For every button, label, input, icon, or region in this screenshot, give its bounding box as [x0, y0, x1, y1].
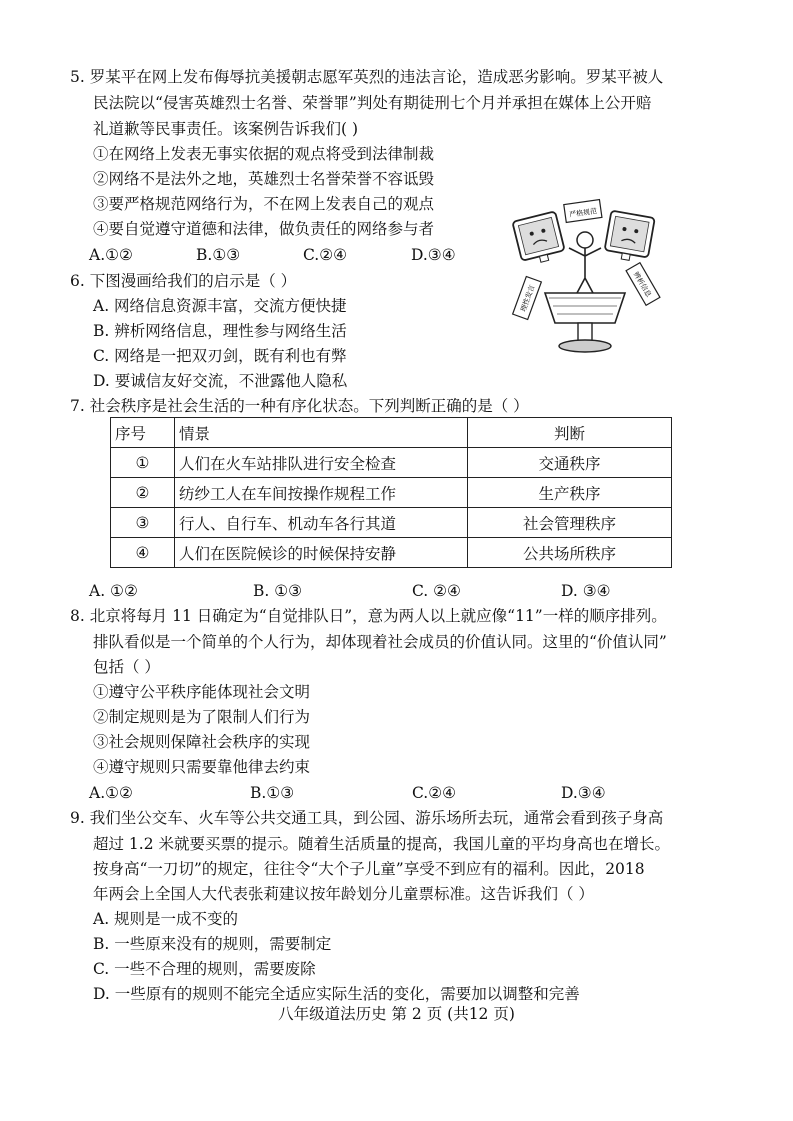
q9-option-b: B. 一些原来没有的规则，需要制定 [93, 935, 332, 953]
table-header-judgment: 判断 [468, 418, 672, 448]
q5-option-c: C.②④ [303, 246, 348, 264]
q6-stem: 6. 下图漫画给我们的启示是（ ） [70, 272, 297, 290]
table-header-index: 序号 [111, 418, 175, 448]
q8-option-d: D.③④ [561, 784, 606, 802]
q5-option-a: A.①② [89, 246, 133, 264]
q6-option-d: D. 要诚信友好交流，不泄露他人隐私 [93, 372, 348, 390]
page-footer: 八年级道法历史 第 2 页 (共12 页) [278, 1005, 515, 1023]
table-row [111, 508, 672, 538]
table-header-scene: 情景 [175, 418, 468, 448]
q5-option-b: B.①③ [196, 246, 241, 264]
q8-item-4: ④遵守规则只需要靠他律去约束 [93, 758, 311, 776]
q9-stem-line-1: 9. 我们坐公交车、火车等公共交通工具，到公园、游乐场所去玩，通常会看到孩子身高 [70, 809, 664, 827]
q7-option-c: C. ②④ [412, 582, 461, 600]
q9-option-d: D. 一些原有的规则不能完全适应实际生活的变化，需要加以调整和完善 [93, 985, 580, 1003]
q8-item-2: ②制定规则是为了限制人们行为 [93, 708, 311, 726]
q6-option-c: C. 网络是一把双刃剑，既有利也有弊 [93, 347, 347, 365]
table-cell-index: ② [111, 478, 175, 508]
q5-option-d: D.③④ [411, 246, 456, 264]
q7-option-b: B. ①③ [253, 582, 303, 600]
q5-item-2: ②网络不是法外之地，英雄烈士名誉荣誉不容诋毁 [93, 170, 435, 188]
q9-stem-line-4: 年两会上全国人大代表张莉建议按年龄划分儿童票标准。这告诉我们（ ） [93, 885, 594, 903]
cartoon-sign-top: 严格规范 [568, 207, 598, 219]
q7-option-a: A. ①② [89, 582, 138, 600]
q5-stem-line-2: 民法院以“侵害英雄烈士名誉、荣誉罪”判处有期徒刑七个月并承担在媒体上公开赔 [93, 94, 652, 112]
q7-stem: 7. 社会秩序是社会生活的一种有序化状态。下列判断正确的是（ ） [70, 397, 529, 415]
table-cell-scene: 行人、自行车、机动车各行其道 [175, 508, 468, 538]
table-cell-judgment: 生产秩序 [468, 478, 672, 508]
q5-stem-line-3: 礼道歉等民事责任。该案例告诉我们( ) [93, 120, 359, 138]
table-header-row [111, 418, 672, 448]
q7-option-d: D. ③④ [561, 582, 611, 600]
q8-item-3: ③社会规则保障社会秩序的实现 [93, 733, 311, 751]
table-cell-scene: 纺纱工人在车间按操作规程工作 [175, 478, 468, 508]
q8-stem-line-3: 包括（ ） [93, 658, 160, 676]
q9-option-a: A. 规则是一成不变的 [93, 910, 239, 928]
table-row [111, 478, 672, 508]
table-cell-judgment: 交通秩序 [468, 448, 672, 478]
cartoon-sign-right: 辨析信息 [631, 270, 653, 299]
q7-table [110, 417, 672, 568]
q5-stem-line-1: 5. 罗某平在网上发布侮辱抗美援朝志愿军英烈的违法言论，造成恶劣影响。罗某平被人 [70, 68, 664, 86]
q8-option-c: C.②④ [412, 784, 457, 802]
q8-item-1: ①遵守公平秩序能体现社会文明 [93, 683, 311, 701]
cartoon-illustration [505, 198, 665, 358]
table-row [111, 448, 672, 478]
q6-option-a: A. 网络信息资源丰富，交流方便快捷 [93, 297, 347, 315]
q6-option-b: B. 辨析网络信息，理性参与网络生活 [93, 322, 347, 340]
q9-option-c: C. 一些不合理的规则，需要废除 [93, 960, 316, 978]
table-row [111, 538, 672, 568]
q5-item-4: ④要自觉遵守道德和法律，做负责任的网络参与者 [93, 220, 435, 238]
table-cell-index: ④ [111, 538, 175, 568]
q8-stem-line-2: 排队看似是一个简单的个人行为，却体现着社会成员的价值认同。这里的“价值认同” [93, 633, 667, 651]
q8-option-b: B.①③ [250, 784, 295, 802]
q8-stem-line-1: 8. 北京将每月 11 日确定为“自觉排队日”，意为两人以上就应像“11”一样的顺序排列。 [70, 607, 667, 625]
table-cell-index: ① [111, 448, 175, 478]
table-cell-judgment: 社会管理秩序 [468, 508, 672, 538]
q9-stem-line-3: 按身高“一刀切”的规定，往往令“大个子儿童”享受不到应有的福利。因此，2018 [93, 860, 645, 878]
cartoon-sign-left: 理性发言 [519, 283, 537, 313]
q5-item-1: ①在网络上发表无事实依据的观点将受到法律制裁 [93, 145, 435, 163]
q9-stem-line-2: 超过 1.2 米就要买票的提示。随着生活质量的提高，我国儿童的平均身高也在增长。 [93, 835, 671, 853]
q8-option-a: A.①② [89, 784, 133, 802]
table-cell-index: ③ [111, 508, 175, 538]
table-cell-scene: 人们在火车站排队进行安全检查 [175, 448, 468, 478]
q5-item-3: ③要严格规范网络行为，不在网上发表自己的观点 [93, 195, 435, 213]
table-cell-scene: 人们在医院候诊的时候保持安静 [175, 538, 468, 568]
table-cell-judgment: 公共场所秩序 [468, 538, 672, 568]
